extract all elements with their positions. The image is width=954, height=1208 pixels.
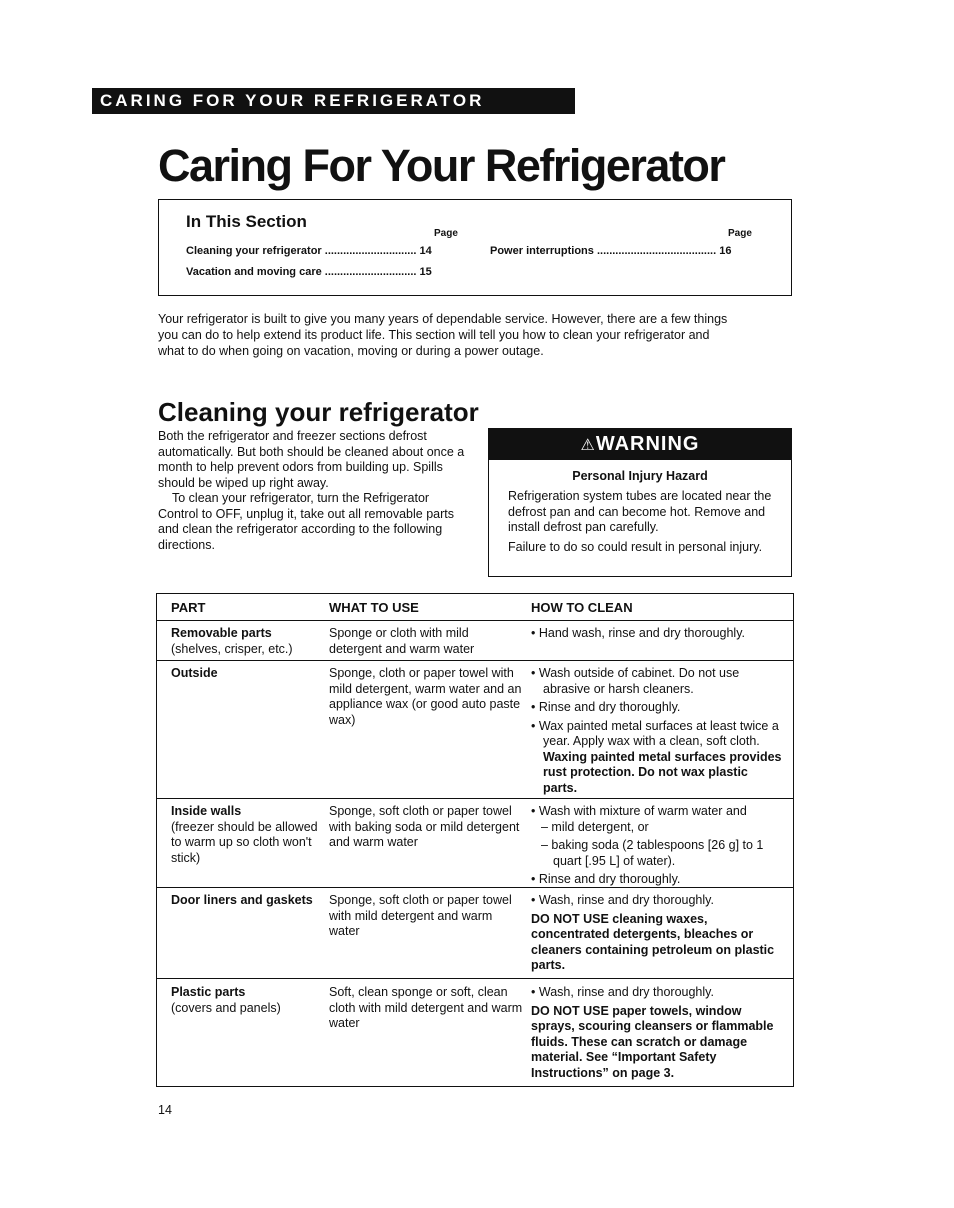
- column-header-what-to-use: WHAT TO USE: [329, 600, 419, 615]
- part-cell: [171, 804, 321, 866]
- table-row: [157, 978, 793, 1087]
- warning-text-1: Refrigeration system tubes are located near the defrost pan and can become hot. Remove and install defrost pan carefully.: [508, 489, 772, 534]
- warning-label: WARNING: [595, 433, 700, 455]
- warning-subtitle: Personal Injury Hazard: [572, 469, 708, 483]
- page-title: Caring For Your Refrigerator: [158, 140, 725, 191]
- warning-triangle-icon: ⚠: [580, 437, 596, 454]
- instruction-item: • Hand wash, rinse and dry thoroughly.: [531, 626, 745, 640]
- cleaning-paragraph-1: Both the refrigerator and freezer sections defrost automatically. But both should be cleaned about once a month to help prevent odors from building up. Spills should be wiped up right away.: [158, 429, 465, 490]
- instruction-caution: DO NOT USE paper towels, window sprays, scouring cleansers or flammable fluids. These can scratch or damage material. See “Important Safety Instructions” on page 3.: [531, 1003, 774, 1080]
- column-header-how-to-clean: HOW TO CLEAN: [531, 600, 633, 615]
- part-cell: [171, 893, 321, 909]
- section-banner: CARING FOR YOUR REFRIGERATOR: [92, 88, 575, 114]
- page-number: 14: [158, 1103, 172, 1117]
- instruction-caution: DO NOT USE cleaning waxes, concentrated detergents, bleaches or cleaners containing petroleum on plastic parts.: [531, 911, 775, 972]
- instruction-subitem: – mild detergent, or: [541, 819, 649, 834]
- in-this-section-box: [158, 199, 792, 296]
- toc-page-header-left: Page: [434, 228, 458, 239]
- how-to-clean-cell: [531, 985, 783, 1084]
- toc-item-label: Power interruptions: [490, 245, 594, 257]
- toc-item-page: 14: [419, 245, 432, 257]
- intro-line: what to do when going on vacation, moving or during a power outage.: [158, 344, 544, 358]
- toc-page-header-right: Page: [728, 228, 752, 239]
- table-row: [157, 887, 793, 979]
- instruction-emphasis: Waxing painted metal surfaces provides rust protection. Do not wax plastic parts.: [543, 749, 782, 795]
- instruction-item: • Rinse and dry thoroughly.: [531, 872, 681, 886]
- warning-header: [489, 429, 791, 460]
- part-cell: [171, 626, 321, 657]
- cleaning-table: [156, 593, 794, 1087]
- toc-item-page: 15: [419, 266, 432, 278]
- table-row: [157, 620, 793, 661]
- instruction-item: • Rinse and dry thoroughly.: [531, 700, 681, 714]
- cleaning-paragraph-2: To clean your refrigerator, turn the Refrigerator Control to OFF, unplug it, take out all removable parts and clean the refrigerator according to the following directions.: [158, 491, 454, 552]
- toc-item-cleaning[interactable]: [186, 245, 432, 257]
- cleaning-intro: [158, 429, 468, 553]
- part-name: Outside: [171, 666, 218, 680]
- how-to-clean-cell: [531, 893, 783, 977]
- intro-line: Your refrigerator is built to give you many years of dependable service. However, there are a few things: [158, 312, 728, 326]
- table-row: [157, 798, 793, 888]
- toc-leader-dots: ..............................: [324, 245, 417, 257]
- part-note: (shelves, crisper, etc.): [171, 641, 293, 656]
- part-name: Inside walls: [171, 804, 242, 818]
- toc-leader-dots: .......................................: [596, 245, 717, 257]
- what-to-use-cell: Sponge, cloth or paper towel with mild detergent, warm water and an appliance wax (or good auto paste wax): [329, 666, 522, 727]
- toc-item-label: Vacation and moving care: [186, 266, 322, 278]
- column-header-part: PART: [171, 600, 206, 615]
- instruction-item: • Wash outside of cabinet. Do not use abrasive or harsh cleaners.: [531, 666, 740, 696]
- warning-box: [488, 428, 792, 577]
- table-header-row: [157, 600, 793, 620]
- toc-heading: In This Section: [186, 212, 307, 231]
- what-to-use-cell: Soft, clean sponge or soft, clean cloth with mild detergent and warm water: [329, 985, 523, 1030]
- what-to-use-cell: Sponge, soft cloth or paper towel with mild detergent and warm water: [329, 893, 512, 938]
- instruction-item: • Wash with mixture of warm water and: [531, 804, 747, 818]
- instruction-item: • Wash, rinse and dry thoroughly.: [531, 893, 714, 907]
- toc-item-power[interactable]: [490, 245, 731, 257]
- part-name: Door liners and gaskets: [171, 893, 313, 907]
- toc-item-vacation[interactable]: [186, 266, 432, 278]
- instruction-item: • Wax painted metal surfaces at least twice a year. Apply wax with a clean, soft cloth. Waxing painted metal surfaces provides rust protection. Do not wax plastic parts.: [531, 718, 782, 795]
- intro-line: you can do to help extend its product life. This section will tell you how to clean your refrigerator and: [158, 328, 710, 342]
- table-row: [157, 660, 793, 799]
- instruction-item: • Wash, rinse and dry thoroughly.: [531, 985, 714, 999]
- toc-item-page: 16: [719, 245, 732, 257]
- what-to-use-cell: Sponge, soft cloth or paper towel with baking soda or mild detergent and warm water: [329, 804, 520, 849]
- warning-text-2: Failure to do so could result in personal injury.: [508, 540, 763, 554]
- how-to-clean-cell: [531, 666, 783, 799]
- toc-item-label: Cleaning your refrigerator: [186, 245, 322, 257]
- part-cell: [171, 666, 321, 682]
- toc-leader-dots: ..............................: [324, 266, 417, 278]
- part-note: (freezer should be allowed to warm up so cloth won't stick): [171, 819, 318, 865]
- intro-paragraph: [158, 311, 798, 359]
- part-name: Removable parts: [171, 626, 272, 640]
- how-to-clean-cell: [531, 804, 783, 891]
- part-name: Plastic parts: [171, 985, 246, 999]
- part-note: (covers and panels): [171, 1000, 281, 1015]
- part-cell: [171, 985, 321, 1016]
- what-to-use-cell: Sponge or cloth with mild detergent and warm water: [329, 626, 475, 656]
- instruction-subitem: – baking soda (2 tablespoons [26 g] to 1 quart [.95 L] of water).: [541, 838, 764, 868]
- section-title-cleaning: Cleaning your refrigerator: [158, 397, 479, 427]
- how-to-clean-cell: [531, 626, 783, 645]
